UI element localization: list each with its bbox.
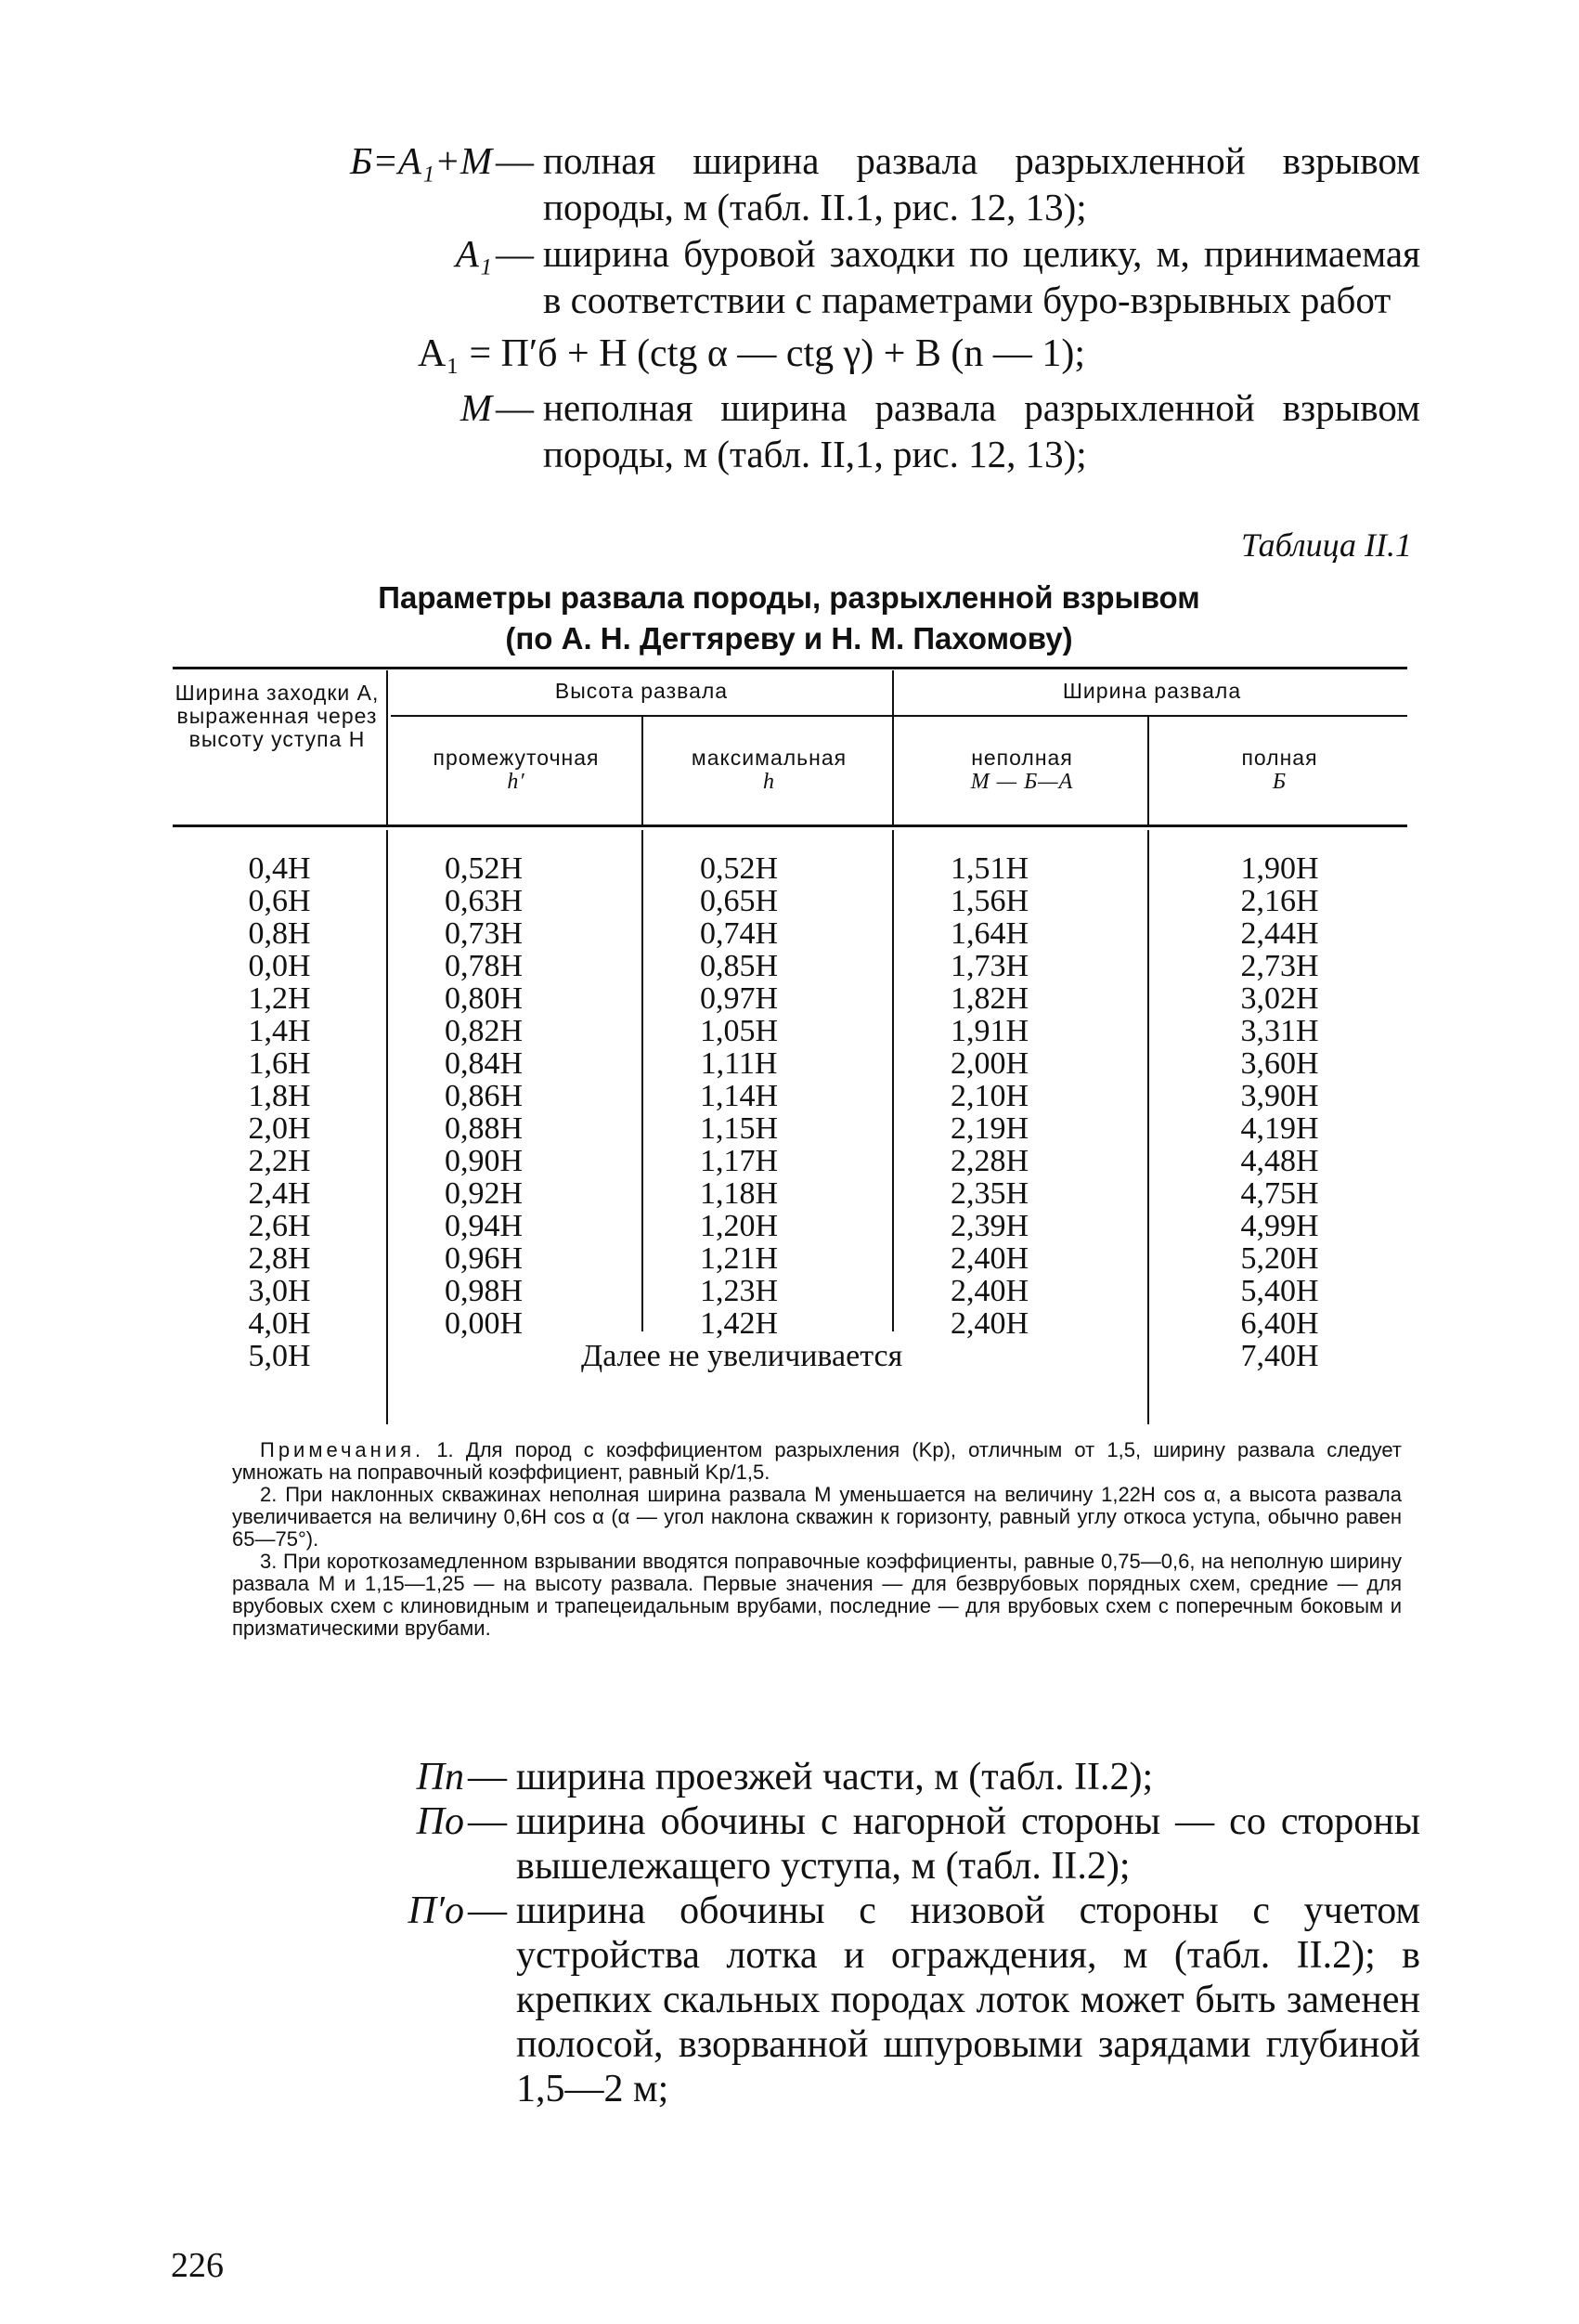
definition-po: По — ширина обочины с нагорной стороны — со стороны вышележащего уступа, м (табл. II.2); — [416, 1800, 1420, 1888]
table-cell: 1,56H — [950, 884, 1029, 918]
definition-pp: Пп — ширина проезжей части, м (табл. II.2); — [416, 1756, 1154, 1798]
notes — [232, 1439, 1402, 1640]
column-h-max — [646, 852, 832, 1340]
table-cell: 1,91H — [950, 1014, 1029, 1048]
table-cell: 4,48H — [1240, 1144, 1319, 1178]
table-label: Таблица II.1 — [1240, 526, 1412, 564]
definition-a1: A₁ — ширина буровой заходки по целику, м, принимаемая в соответствии с параметрами буро-взрывных работ — [455, 232, 1420, 321]
top-definitions — [223, 137, 1420, 477]
table-cell: 2,0H — [248, 1111, 311, 1146]
table-cell: 6,40H — [1240, 1306, 1319, 1341]
table-cell: 2,44H — [1240, 916, 1319, 951]
table-cell: 2,39H — [950, 1209, 1029, 1243]
caption-line-1: Параметры развала породы, разрыхленной взрывом — [378, 580, 1200, 615]
table-cell: 0,78H — [444, 949, 524, 983]
header-m-partial: неполная M — Б—A — [970, 746, 1074, 794]
table-cell: 1,23H — [699, 1274, 779, 1308]
parameters-table — [173, 667, 1407, 1419]
table-cell: 2,40H — [950, 1306, 1029, 1341]
table-cell: 1,20H — [699, 1209, 779, 1243]
table-cell: 0,92H — [444, 1176, 524, 1211]
table-cell: 1,90H — [1240, 851, 1319, 886]
table-cell: 1,82H — [950, 981, 1029, 1016]
table-cell: 1,4H — [248, 1014, 311, 1048]
table-cell: 0,73H — [444, 916, 524, 951]
table-cell: 5,20H — [1240, 1241, 1319, 1276]
column-h-prime — [391, 852, 576, 1340]
table-cell: 4,0H — [248, 1306, 311, 1341]
table-cell: 0,8H — [248, 916, 311, 951]
table-cell: 1,42H — [699, 1306, 779, 1341]
table-cell: 1,18H — [699, 1176, 779, 1211]
table-cell: 0,0H — [248, 949, 311, 983]
table-cell: 3,90H — [1240, 1079, 1319, 1113]
table-cell: 0,84H — [444, 1046, 524, 1081]
note-3: 3. При короткозамедленном взрывании вводятся поправочные коэффициенты, равные 0,75—0,6, на неполную ширину развала M и 1,15—1,25 — на высоту развала. Первые значения — для безврубовых порядных схем, средние — для врубовых схем с клиновидным и трапецеидальным врубами, последние — для врубовых схем с поперечным боковым и призматическими врубами. — [232, 1550, 1402, 1640]
definition-po-prime: П′о — ширина обочины с низовой стороны с учетом устройства лотка и ограждения, м (табл. II.2); в крепких скальных породах лоток может быть заменен полосой, взорванной шпуровыми зарядами глубиной 1,5—2 м; — [408, 1889, 1420, 2110]
table-cell: 0,90H — [444, 1144, 524, 1178]
table-cell: 0,52H — [444, 851, 524, 886]
table-cell: 1,15H — [699, 1111, 779, 1146]
table-cell: 0,80H — [444, 981, 524, 1016]
table-cell: 5,0H — [248, 1339, 311, 1373]
table-cell: 2,10H — [950, 1079, 1029, 1113]
definition-full-width: Б=A₁+M — полная ширина развала разрыхленной взрывом породы, м (табл. II.1, рис. 12, 13); — [350, 139, 1420, 228]
table-cell: 2,35H — [950, 1176, 1029, 1211]
table-cell: 4,75H — [1240, 1176, 1319, 1211]
table-cell: 4,99H — [1240, 1209, 1319, 1243]
page-number: 226 — [171, 2246, 224, 2285]
table-cell: 0,82H — [444, 1014, 524, 1048]
table-cell: 0,85H — [699, 949, 779, 983]
table-cell: 1,2H — [248, 981, 311, 1016]
note-1: Примечания. 1. Для пород с коэффициентом разрыхления (Kр), отличным от 1,5, ширину развала следует умножать на поправочный коэффициент, равный Kр/1,5. — [232, 1438, 1402, 1484]
table-cell: 0,63H — [444, 884, 524, 918]
header-h-prime: промежуточная h′ — [433, 746, 600, 794]
definition-m: M — неполная ширина развала разрыхленной взрывом породы, м (табл. II,1, рис. 12, 13); — [459, 386, 1420, 475]
further-note: Далее не увеличивается — [581, 1339, 903, 1373]
table-cell: 1,51H — [950, 851, 1029, 886]
table-cell: 0,96H — [444, 1241, 524, 1276]
table-cell: 2,28H — [950, 1144, 1029, 1178]
table-cell: 2,40H — [950, 1241, 1029, 1276]
table-cell: 0,65H — [699, 884, 779, 918]
table-cell: 2,00H — [950, 1046, 1029, 1081]
formula-a1: A₁ = П′б + H (ctg α — ctg γ) + B (n — 1); — [418, 332, 1086, 375]
column-m — [897, 852, 1082, 1340]
table-cell: 1,17H — [699, 1144, 779, 1178]
table-cell: 0,98H — [444, 1274, 524, 1308]
table-cell: 1,73H — [950, 949, 1029, 983]
table-cell: 1,21H — [699, 1241, 779, 1276]
table-cell: 1,6H — [248, 1046, 311, 1081]
table-cell: 2,4H — [248, 1176, 311, 1211]
table-cell: 5,40H — [1240, 1274, 1319, 1308]
table-cell: 0,52H — [699, 851, 779, 886]
table-cell: 3,31H — [1240, 1014, 1319, 1048]
table-cell: 2,16H — [1240, 884, 1319, 918]
table-cell: 2,2H — [248, 1144, 311, 1178]
note-2: 2. При наклонных скважинах неполная ширина развала M уменьшается на величину 1,22H cos α, а высота развала увеличивается на величину 0,6H cos α (α — угол наклона скважин к горизонту, равный углу откоса уступа, обычно равен 65—75°). — [232, 1483, 1402, 1551]
table-cell: 2,19H — [950, 1111, 1029, 1146]
table-cell: 0,4H — [248, 851, 311, 886]
table-cell: 1,11H — [700, 1046, 778, 1081]
table-caption — [186, 578, 1392, 659]
header-width-group: Ширина развала — [1062, 679, 1242, 703]
table-cell: 0,6H — [248, 884, 311, 918]
table-cell: 3,0H — [248, 1274, 311, 1308]
table-cell: 1,64H — [950, 916, 1029, 951]
header-height-group: Высота развала — [554, 679, 729, 703]
table-cell: 2,6H — [248, 1209, 311, 1243]
table-cell: 0,97H — [699, 981, 779, 1016]
table-cell: 1,8H — [248, 1079, 311, 1113]
table-cell: 4,19H — [1240, 1111, 1319, 1146]
table-cell: 7,40H — [1240, 1339, 1319, 1373]
table-cell: 0,94H — [444, 1209, 524, 1243]
table-cell: 0,00H — [444, 1306, 524, 1341]
table-cell: 3,02H — [1240, 981, 1319, 1016]
caption-line-2: (по А. Н. Дегтяреву и Н. М. Пахомову) — [505, 621, 1073, 656]
table-cell: 0,86H — [444, 1079, 524, 1113]
column-a — [173, 852, 386, 1372]
table-cell: 2,40H — [950, 1274, 1029, 1308]
table-cell: 2,8H — [248, 1241, 311, 1276]
table-cell: 0,88H — [444, 1111, 524, 1146]
header-zakhodka: Ширина заходки A, выраженная через высоту уступа H — [175, 681, 380, 751]
header-b-full: полная Б — [1241, 746, 1318, 794]
header-h-max: максимальная h — [691, 746, 848, 794]
table-cell: 0,74H — [699, 916, 779, 951]
table-cell: 3,60H — [1240, 1046, 1319, 1081]
column-b — [1152, 852, 1407, 1372]
table-cell: 1,14H — [699, 1079, 779, 1113]
table-cell: 2,73H — [1240, 949, 1319, 983]
table-cell: 1,05H — [699, 1014, 779, 1048]
bottom-definitions — [223, 1755, 1420, 2111]
